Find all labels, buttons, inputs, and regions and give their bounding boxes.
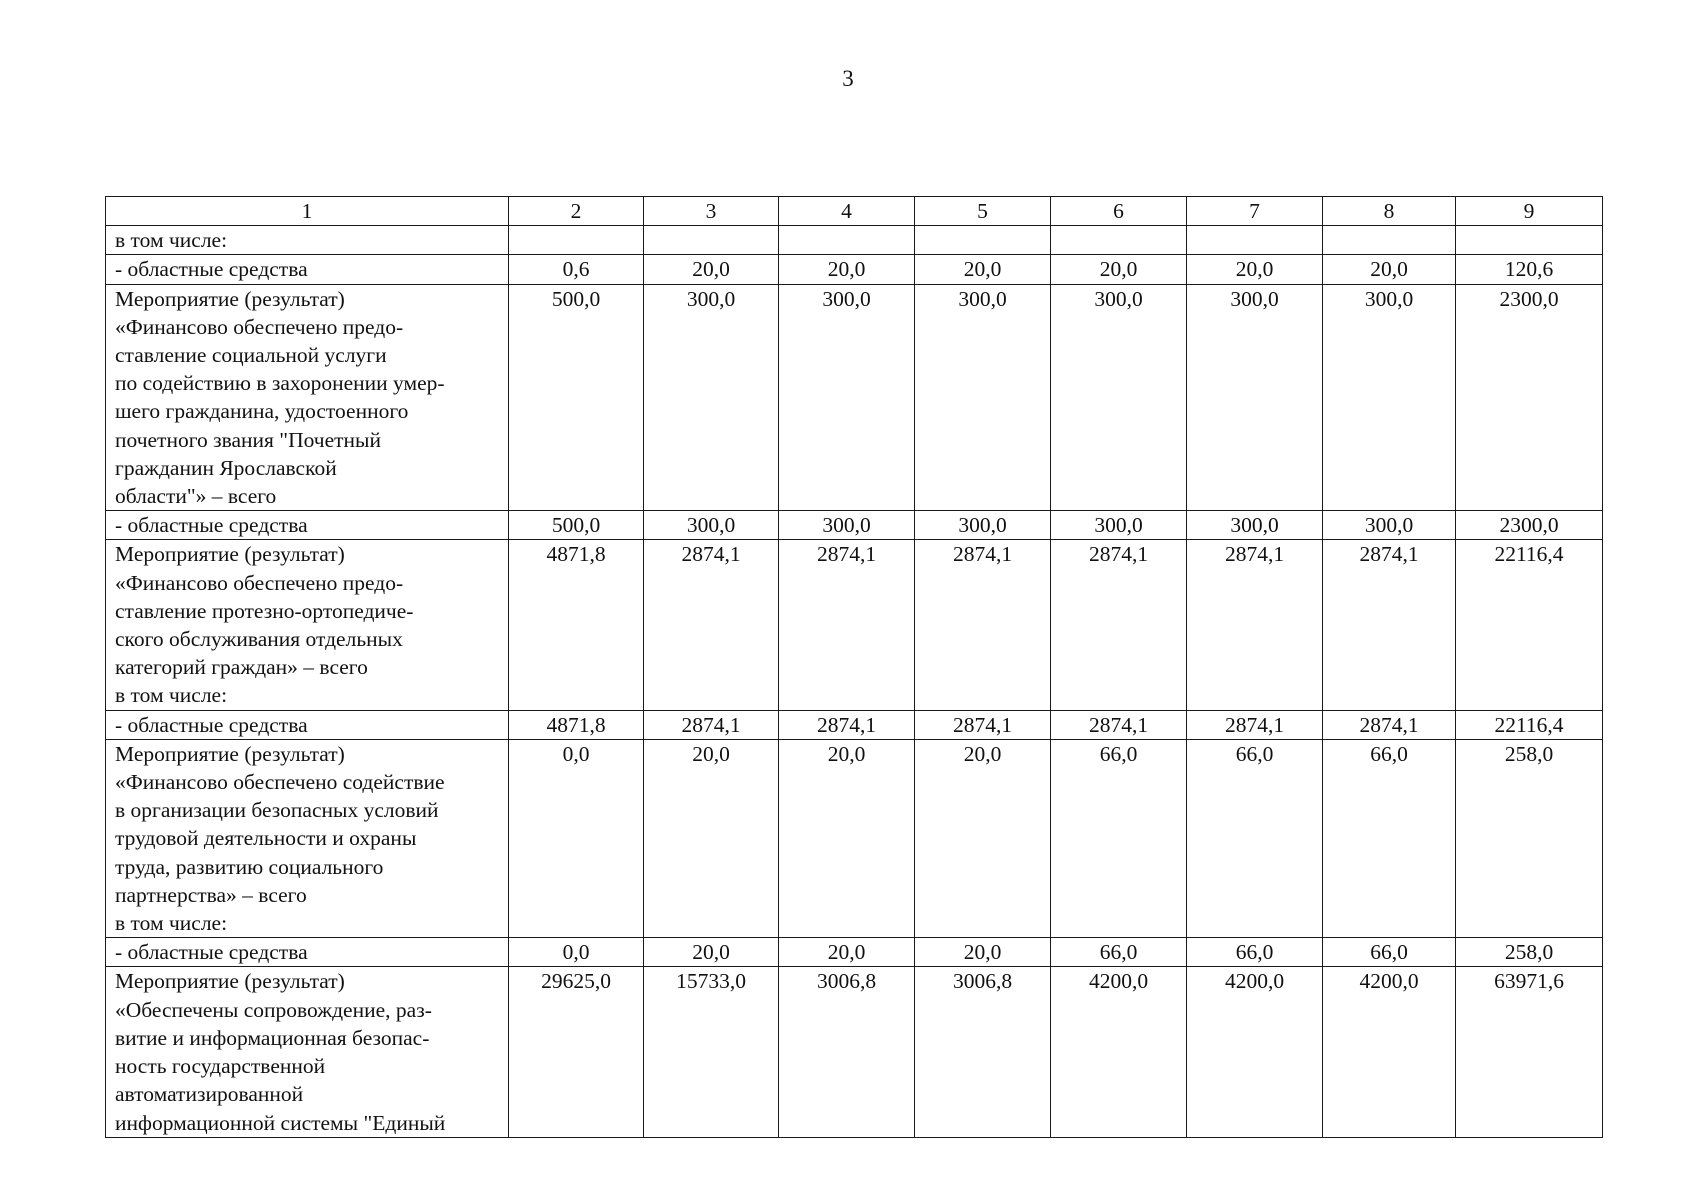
row-label: в том числе: [106, 226, 509, 255]
row-label: - областные средства [106, 938, 509, 967]
row-value: 3006,8 [915, 967, 1051, 1137]
row-value: 300,0 [1187, 511, 1323, 540]
row-label: Мероприятие (результат) «Обеспечены сопровождение, раз- витие и информационная безопас- ность государственной автоматизированной информационной системы "Единый [106, 967, 509, 1137]
row-value: 300,0 [779, 284, 915, 511]
row-value: 2874,1 [1323, 540, 1456, 710]
row-value: 120,6 [1456, 255, 1603, 284]
row-value: 0,6 [509, 255, 644, 284]
row-value: 20,0 [644, 739, 779, 937]
row-value: 66,0 [1187, 739, 1323, 937]
row-value [1051, 226, 1187, 255]
row-label: - областные средства [106, 511, 509, 540]
row-value: 2874,1 [779, 710, 915, 739]
column-header: 7 [1187, 197, 1323, 226]
row-value: 29625,0 [509, 967, 644, 1137]
row-value: 300,0 [644, 511, 779, 540]
row-value: 0,0 [509, 938, 644, 967]
row-value: 20,0 [644, 255, 779, 284]
row-value: 2874,1 [779, 540, 915, 710]
row-label: Мероприятие (результат) «Финансово обеспечено предо- ставление протезно-ортопедиче- ского обслуживания отдельных категорий граждан» – всего в том числе: [106, 540, 509, 710]
row-value: 22116,4 [1456, 540, 1603, 710]
row-value: 20,0 [779, 739, 915, 937]
column-header: 4 [779, 197, 915, 226]
row-value: 258,0 [1456, 938, 1603, 967]
row-value: 20,0 [1187, 255, 1323, 284]
row-value: 20,0 [1051, 255, 1187, 284]
row-value: 2874,1 [1187, 710, 1323, 739]
row-value: 20,0 [915, 739, 1051, 937]
row-value: 500,0 [509, 511, 644, 540]
row-value: 66,0 [1051, 739, 1187, 937]
row-value: 2874,1 [1187, 540, 1323, 710]
row-value: 66,0 [1323, 739, 1456, 937]
row-value: 20,0 [779, 938, 915, 967]
table-row [106, 710, 1603, 739]
row-value: 20,0 [1323, 255, 1456, 284]
row-value [1187, 226, 1323, 255]
page-number: 3 [842, 66, 854, 91]
row-value: 2874,1 [644, 540, 779, 710]
row-value: 300,0 [779, 511, 915, 540]
column-header: 8 [1323, 197, 1456, 226]
column-header: 9 [1456, 197, 1603, 226]
row-value [509, 226, 644, 255]
row-value: 66,0 [1323, 938, 1456, 967]
row-value: 300,0 [915, 284, 1051, 511]
row-label: - областные средства [106, 255, 509, 284]
row-value: 22116,4 [1456, 710, 1603, 739]
row-value: 2874,1 [1051, 710, 1187, 739]
row-value: 66,0 [1051, 938, 1187, 967]
row-value: 258,0 [1456, 739, 1603, 937]
row-value [915, 226, 1051, 255]
row-value: 4871,8 [509, 540, 644, 710]
table-row [106, 540, 1603, 710]
table-row [106, 511, 1603, 540]
row-value: 300,0 [1051, 511, 1187, 540]
row-value: 0,0 [509, 739, 644, 937]
column-header: 1 [106, 197, 509, 226]
row-value: 300,0 [915, 511, 1051, 540]
row-value: 63971,6 [1456, 967, 1603, 1137]
row-value: 300,0 [1187, 284, 1323, 511]
column-header: 2 [509, 197, 644, 226]
row-value: 20,0 [779, 255, 915, 284]
row-value: 20,0 [915, 255, 1051, 284]
table-row [106, 284, 1603, 511]
row-value: 3006,8 [779, 967, 915, 1137]
row-value: 4200,0 [1187, 967, 1323, 1137]
row-value: 2874,1 [1323, 710, 1456, 739]
table-row [106, 967, 1603, 1137]
table-row [106, 938, 1603, 967]
table-row [106, 739, 1603, 937]
row-value: 4200,0 [1323, 967, 1456, 1137]
row-value: 20,0 [644, 938, 779, 967]
row-value: 2300,0 [1456, 511, 1603, 540]
header-row [106, 197, 1603, 226]
row-value: 15733,0 [644, 967, 779, 1137]
row-label: - областные средства [106, 710, 509, 739]
row-value: 20,0 [915, 938, 1051, 967]
row-value: 2874,1 [915, 540, 1051, 710]
row-value: 300,0 [644, 284, 779, 511]
row-value: 2874,1 [1051, 540, 1187, 710]
row-label: Мероприятие (результат) «Финансово обеспечено предо- ставление социальной услуги по содействию в захоронении умер- шего гражданина, удостоенного почетного звания "Почетный гражданин Ярославской области"» – всего [106, 284, 509, 511]
row-value: 2874,1 [644, 710, 779, 739]
table-row [106, 226, 1603, 255]
budget-table [105, 196, 1603, 1138]
row-value [1456, 226, 1603, 255]
row-value [1323, 226, 1456, 255]
row-value: 2874,1 [915, 710, 1051, 739]
column-header: 6 [1051, 197, 1187, 226]
row-value: 4200,0 [1051, 967, 1187, 1137]
row-value: 300,0 [1323, 284, 1456, 511]
row-value: 300,0 [1051, 284, 1187, 511]
row-value [644, 226, 779, 255]
row-value: 66,0 [1187, 938, 1323, 967]
table-row [106, 255, 1603, 284]
row-value: 2300,0 [1456, 284, 1603, 511]
row-value: 300,0 [1323, 511, 1456, 540]
row-label: Мероприятие (результат) «Финансово обеспечено содействие в организации безопасных условий трудовой деятельности и охраны труда, развитию социального партнерства» – всего в том числе: [106, 739, 509, 937]
row-value: 500,0 [509, 284, 644, 511]
row-value [779, 226, 915, 255]
column-header: 5 [915, 197, 1051, 226]
column-header: 3 [644, 197, 779, 226]
row-value: 4871,8 [509, 710, 644, 739]
